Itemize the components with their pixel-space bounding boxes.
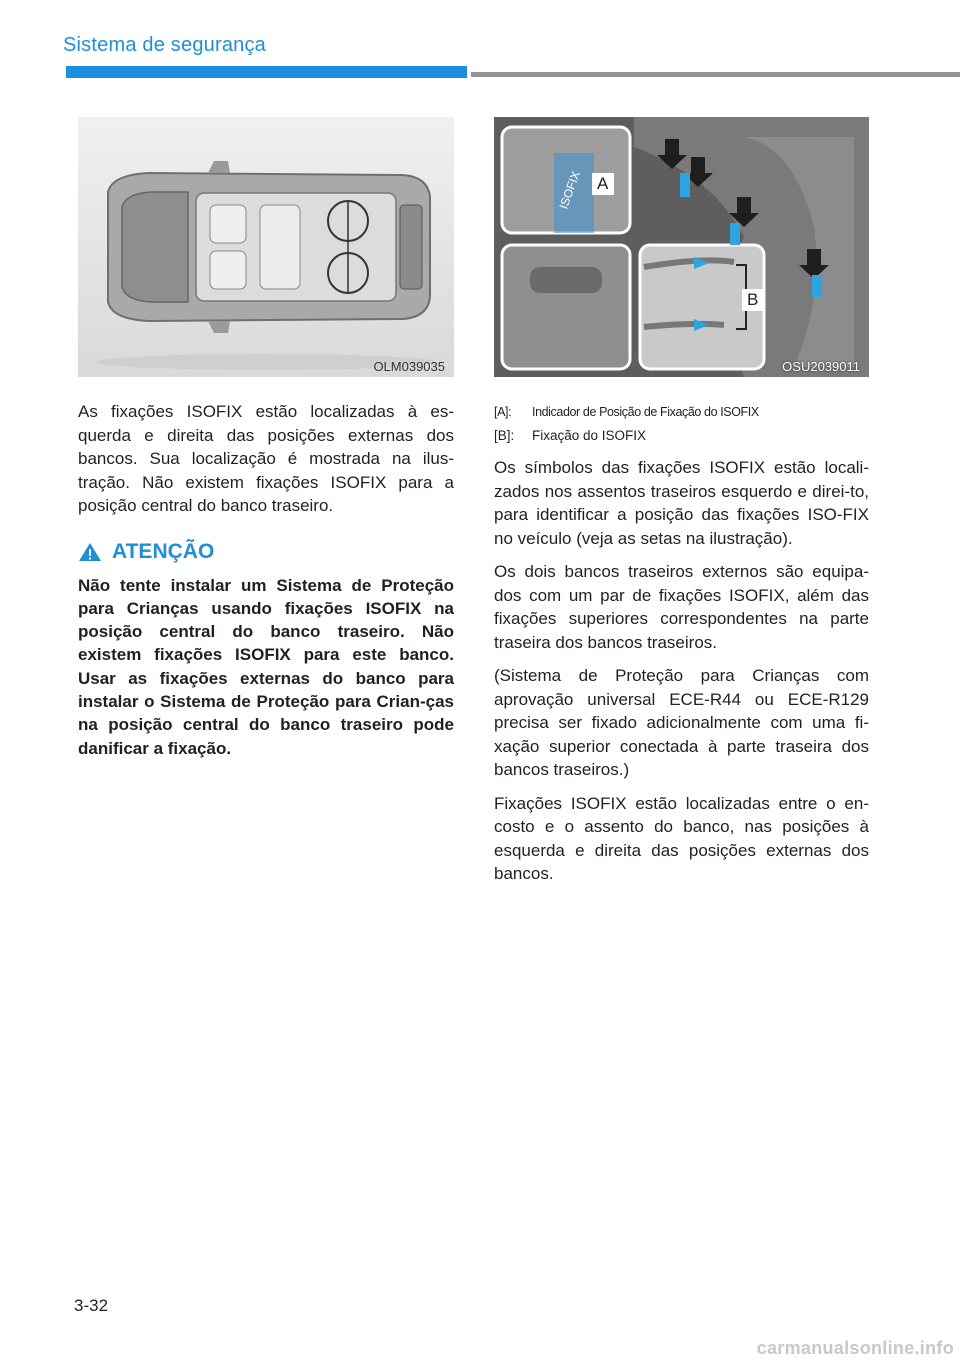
left-column — [78, 400, 454, 760]
header-rule-blue — [66, 66, 467, 78]
caption-a-text: Indicador de Posição de Fixação do ISOFIX — [532, 405, 759, 419]
label-b: B — [747, 290, 759, 309]
caption-a-key: [A]: — [494, 405, 512, 419]
caption-b-key: [B]: — [494, 428, 515, 443]
figure-code-left: OLM039035 — [373, 359, 445, 374]
section-title: Sistema de segurança — [63, 34, 267, 56]
figure-vehicle-top-view — [78, 117, 454, 377]
page-number: 3-32 — [74, 1296, 109, 1315]
caption-b — [494, 424, 869, 448]
footer-watermark: carmanualsonline.info — [756, 1338, 954, 1358]
intro-paragraph: As fixações ISOFIX estão localizadas à es-querda e direita das posições externas dos bancos. Sua localização é mostrada na ilus-tração. Não existem fixações ISOFIX para a posição central do banco traseiro. — [78, 402, 454, 515]
warning-title: ATENÇÃO — [112, 539, 215, 563]
paragraph-location: Fixações ISOFIX estão localizadas entre o en-costo e o assento do banco, nas posições à esquerda e direita das posições externas dos bancos. — [494, 793, 869, 883]
paragraph-symbols: Os símbolos das fixações ISOFIX estão locali-zados nos assentos traseiros esquerdo e direi-to, para identificar a posição das fixações ISO-FIX no veículo (veja as setas na ilustração). — [494, 458, 869, 548]
right-column — [494, 400, 869, 896]
paragraph-approval: (Sistema de Proteção para Crianças com aprovação universal ECE-R44 ou ECE-R129 precisa ser fixado adicionalmente com uma fi-xação superior conectada à parte traseira dos bancos traseiros.) — [494, 666, 869, 779]
caption-a — [494, 400, 869, 424]
figure-code-right: OSU2039011 — [782, 359, 860, 374]
warning-triangle-icon — [78, 542, 102, 562]
warning-heading — [78, 540, 454, 564]
paragraph-equipment: Os dois bancos traseiros externos são equipa-dos com um par de fixações ISOFIX, além das fixações superiores correspondentes na parte traseira dos bancos traseiros. — [494, 562, 869, 652]
warning-text: Não tente instalar um Sistema de Proteção para Crianças usando fixações ISOFIX na posição central do banco traseiro. Não existem fixações ISOFIX para este banco. Usar as fixações externas do banco para instalar o Sistema de Proteção para Crian-ças na posição central do banco traseiro pode danificar a fixação. — [78, 575, 454, 758]
caption-b-text: Fixação do ISOFIX — [532, 428, 647, 443]
label-a: A — [597, 174, 609, 193]
label-isofix: ISOFIX — [556, 169, 583, 211]
header-rule-gray — [471, 72, 960, 77]
figure-isofix-seats — [494, 117, 869, 377]
